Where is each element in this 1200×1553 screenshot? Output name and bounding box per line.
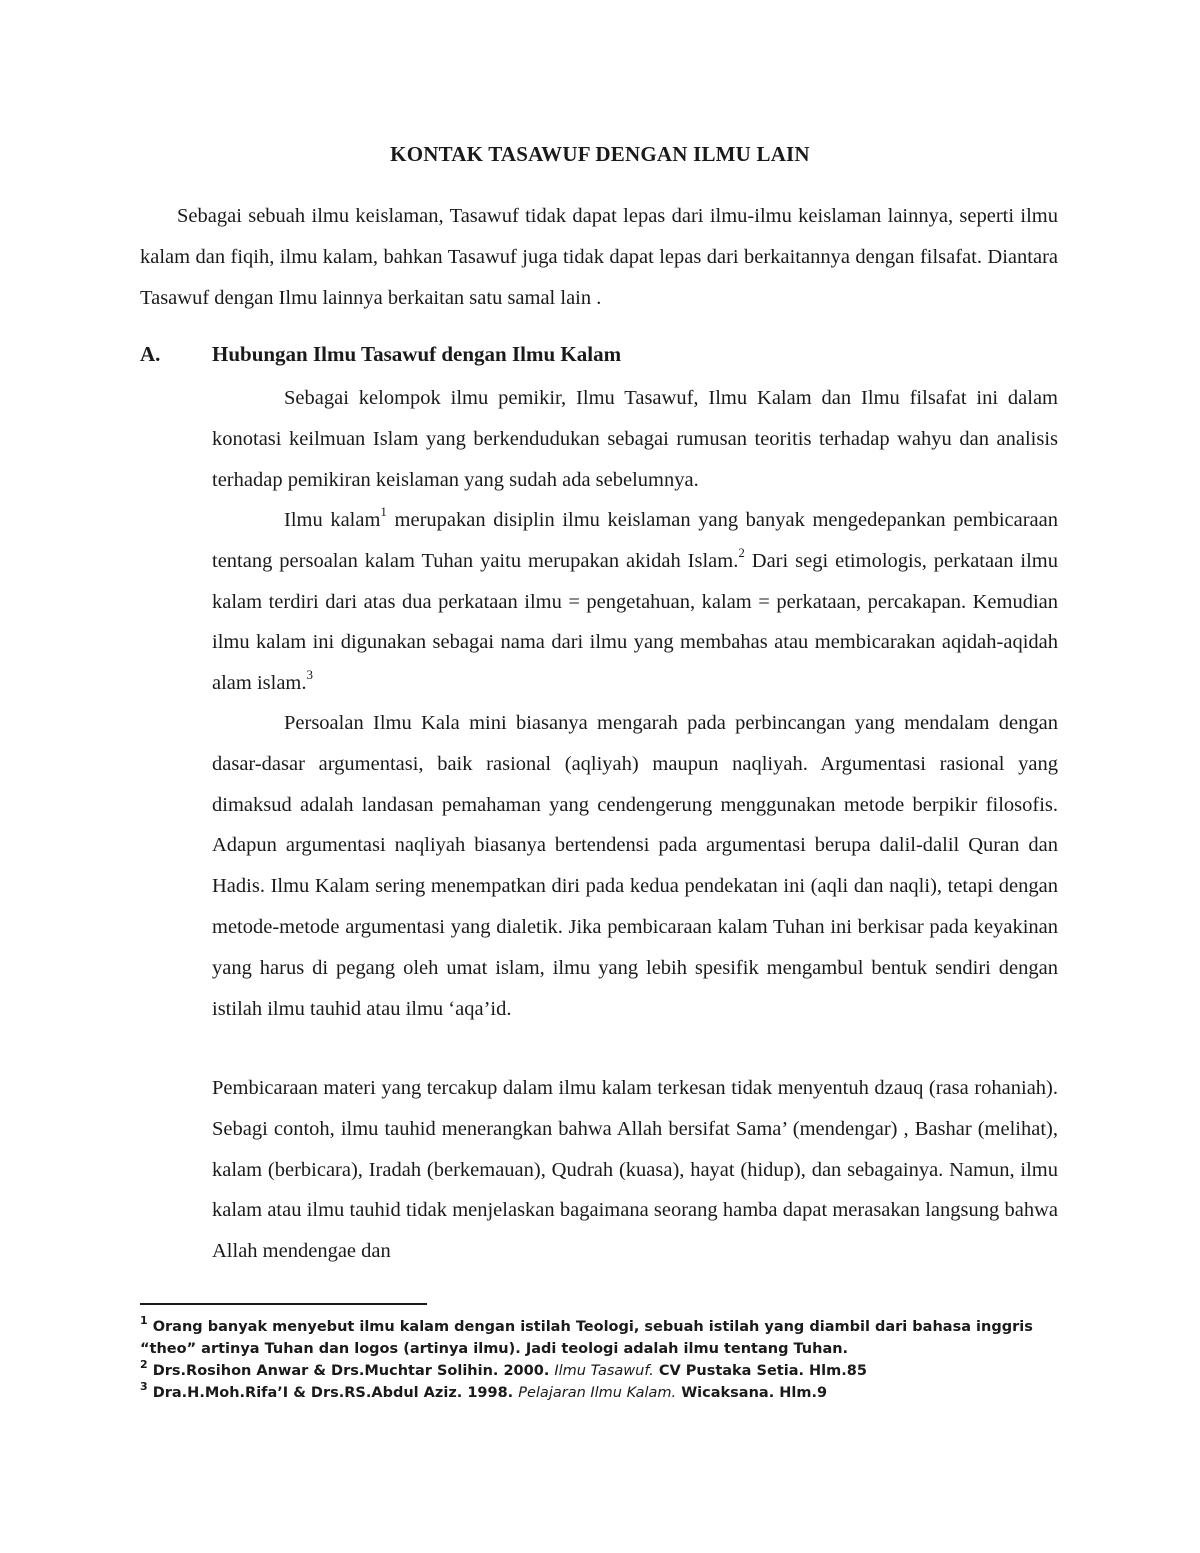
footnote-text: Dra.H.Moh.Rifa’I & Drs.RS.Abdul Aziz. 1998. [147,1385,519,1401]
section-number: A. [140,342,161,366]
footnote-text: Wicaksana. Hlm.9 [676,1385,828,1401]
document-title: KONTAK TASAWUF DENGAN ILMU LAIN [390,142,810,166]
footnotes [140,1316,1060,1404]
footnote-1 [140,1316,1060,1360]
footnote-ref-1[interactable]: 1 [380,504,387,520]
paragraph-2-text-b: merupakan disiplin ilmu keislaman yang banyak mengedepankan pembicaraan tentang persoalan kalam Tuhan yaitu merupakan akidah Islam. [212,509,1058,572]
footnote-3 [140,1382,1060,1404]
footnote-book-title: Pelajaran Ilmu Kalam. [518,1385,677,1401]
footnote-text: CV Pustaka Setia. Hlm.85 [653,1363,867,1379]
footnote-separator [140,1303,427,1305]
footnote-book-title: Ilmu Tasawuf. [554,1363,654,1379]
footnote-2 [140,1360,1060,1382]
footnote-number: 3 [140,1380,148,1394]
paragraph-2-text-c: Dari segi etimologis, perkataan ilmu kalam terdiri dari atas dua perkataan ilmu = pengetahuan, kalam = perkataan, percakapan. Kemudian ilmu kalam ini digunakan sebagai nama dari ilmu yang membahas atau membicarakan aqidah-aqidah alam islam. [212,549,1058,695]
footnote-ref-2[interactable]: 2 [738,544,745,560]
paragraph-2-text-a: Ilmu kalam [284,509,381,531]
footnote-text: Orang banyak menyebut ilmu kalam dengan istilah Teologi, sebuah istilah yang diambil dari bahasa inggris “theo” artinya Tuhan dan logos (artinya ilmu). Jadi teologi adalah ilmu tentang Tuhan. [140,1319,1033,1357]
footnote-number: 1 [140,1314,148,1328]
footnote-ref-3[interactable]: 3 [306,667,314,683]
footnote-text: Drs.Rosihon Anwar & Drs.Muchtar Solihin. 2000. [147,1363,555,1379]
paragraph-1: Sebagai kelompok ilmu pemikir, Ilmu Tasawuf, Ilmu Kalam dan Ilmu filsafat ini dalam konotasi keilmuan Islam yang berkendudukan sebagai rumusan teoritis terhadap wahyu dan analisis terhadap pemikiran keislaman yang sudah ada sebelumnya. [212,387,1058,491]
paragraph-3: Persoalan Ilmu Kala mini biasanya mengarah pada perbincangan yang mendalam dengan dasar-dasar argumentasi, baik rasional (aqliyah) maupun naqliyah. Argumentasi rasional yang dimaksud adalah landasan pemahaman yang cendengerung menggunakan metode berpikir filosofis. Adapun argumentasi naqliyah biasanya bertendensi pada argumentasi berupa dalil-dalil Quran dan Hadis. Ilmu Kalam sering menempatkan diri pada kedua pendekatan ini (aqli dan naqli), tetapi dengan metode-metode argumentasi yang dialetik. Jika pembicaraan kalam Tuhan ini berkisar pada keyakinan yang harus di pegang oleh umat islam, ilmu yang lebih spesifik mengambul bentuk sendiri dengan istilah ilmu tauhid atau ilmu ‘aqa’id. [212,712,1058,1020]
intro-paragraph: Sebagai sebuah ilmu keislaman, Tasawuf tidak dapat lepas dari ilmu-ilmu keislaman lainnya, seperti ilmu kalam dan fiqih, ilmu kalam, bahkan Tasawuf juga tidak dapat lepas dari berkaitannya dengan filsafat. Diantara Tasawuf dengan Ilmu lainnya berkaitan satu samal lain . [140,205,1058,309]
paragraph-2 [212,500,1058,704]
footnote-number: 2 [140,1358,148,1372]
paragraph-4: Pembicaraan materi yang tercakup dalam ilmu kalam terkesan tidak menyentuh dzauq (rasa rohaniah). Sebagi contoh, ilmu tauhid menerangkan bahwa Allah bersifat Sama’ (mendengar) , Bashar (melihat), kalam (berbicara), Iradah (berkemauan), Qudrah (kuasa), hayat (hidup), dan sebagainya. Namun, ilmu kalam atau ilmu tauhid tidak menjelaskan bagaimana seorang hamba dapat merasakan langsung bahwa Allah mendengae dan [212,1077,1058,1263]
section-heading: Hubungan Ilmu Tasawuf dengan Ilmu Kalam [212,342,622,366]
